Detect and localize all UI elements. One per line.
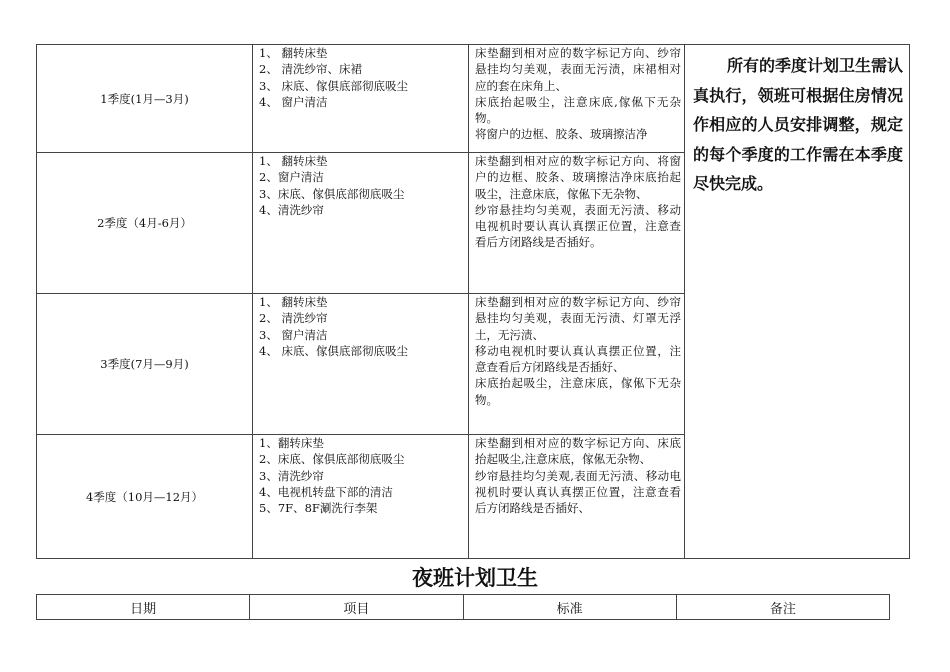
item-line: 4、 窗户清洁 <box>259 94 328 109</box>
header-item: 项目 <box>250 595 463 620</box>
standard-paragraph: 床垫翻到相对应的数字标记方向、纱帘悬挂均匀美观，表面无污渍、灯罩无浮土，无污渍、 <box>475 295 681 342</box>
season-label: 3季度(7月—9月) <box>37 294 253 435</box>
note-text: 所有的季度计划卫生需认真执行，领班可根据住房情况作相应的人员安排调整，规定的每个季度的工作需在本季度尽快完成。 <box>693 56 904 193</box>
night-cleaning-table <box>36 594 890 620</box>
standard-paragraph: 床垫翻到相对应的数字标记方向、纱帘悬挂均匀美观，表面无污渍，床裙相对应的套在床角上、 <box>475 46 681 93</box>
season-row-1 <box>37 45 910 153</box>
season-items-cell <box>253 153 469 294</box>
item-line: 2、 清洗纱帘 <box>259 311 328 326</box>
season-items-cell <box>253 435 469 559</box>
standard-paragraph: 移动电视机时要认真认真摆正位置，注意查看后方闭路线是否插好、 <box>475 343 681 375</box>
header-remark: 备注 <box>676 595 889 620</box>
standard-paragraph: 纱帘悬挂均匀美观，表面无污渍、移动电视机时要认真认真摆正位置，注意查看后方闭路线是否插好。 <box>475 202 681 250</box>
item-line: 1、翻转床垫 <box>259 436 324 450</box>
season-standards-cell <box>469 153 685 294</box>
item-line: 2、窗户清洁 <box>259 170 324 185</box>
quarterly-cleaning-table <box>36 44 910 559</box>
item-line: 2、 清洗纱帘、床裙 <box>259 62 362 77</box>
season-standards-cell <box>469 45 685 153</box>
standard-paragraph: 将窗户的边框、胶条、玻璃擦洁净 <box>475 127 648 142</box>
item-line: 5、7F、8F涮洗行李架 <box>259 501 378 516</box>
night-header-row <box>37 595 890 620</box>
item-line: 3、清洗纱帘 <box>259 468 324 483</box>
item-line: 4、清洗纱帘 <box>259 202 324 217</box>
item-line: 1、 翻转床垫 <box>259 46 328 60</box>
standard-paragraph: 床底抬起吸尘，注意床底,傢俬下无杂物。 <box>475 94 681 126</box>
item-line: 1、 翻转床垫 <box>259 295 328 309</box>
season-label: 2季度（4月-6月） <box>37 153 253 294</box>
header-standard: 标准 <box>463 595 676 620</box>
night-section-title: 夜班计划卫生 <box>412 566 538 590</box>
item-line: 4、电视机转盘下部的清洁 <box>259 484 393 499</box>
season-standards-cell <box>469 294 685 435</box>
note-cell <box>685 45 910 559</box>
item-line: 3、 床底、傢俱底部彻底吸尘 <box>259 78 408 93</box>
standard-paragraph: 床垫翻到相对应的数字标记方向、将窗户的边框、胶条、玻璃擦洁净床底抬起吸尘，注意床底，傢俬下无杂物、 <box>475 154 681 201</box>
item-line: 2、床底、傢俱底部彻底吸尘 <box>259 452 405 467</box>
season-items-cell <box>253 45 469 153</box>
header-date: 日期 <box>37 595 250 620</box>
standard-paragraph: 床垫翻到相对应的数字标记方向、床底抬起吸尘,注意床底，傢俬无杂物、 <box>475 436 681 467</box>
season-standards-cell <box>469 435 685 559</box>
item-line: 3、床底、傢俱底部彻底吸尘 <box>259 186 405 201</box>
season-label: 1季度(1月—3月) <box>37 45 253 153</box>
standard-paragraph: 纱帘悬挂均匀美观,表面无污渍、移动电视机时要认真认真摆正位置，注意查看后方闭路线是否插好、 <box>475 468 681 516</box>
item-line: 3、 窗户清洁 <box>259 327 328 342</box>
standard-paragraph: 床底抬起吸尘，注意床底，傢俬下无杂物。 <box>475 376 681 407</box>
item-line: 1、 翻转床垫 <box>259 154 328 168</box>
item-line: 4、 床底、傢俱底部彻底吸尘 <box>259 343 408 358</box>
season-items-cell <box>253 294 469 435</box>
season-label: 4季度（10月—12月） <box>37 435 253 559</box>
